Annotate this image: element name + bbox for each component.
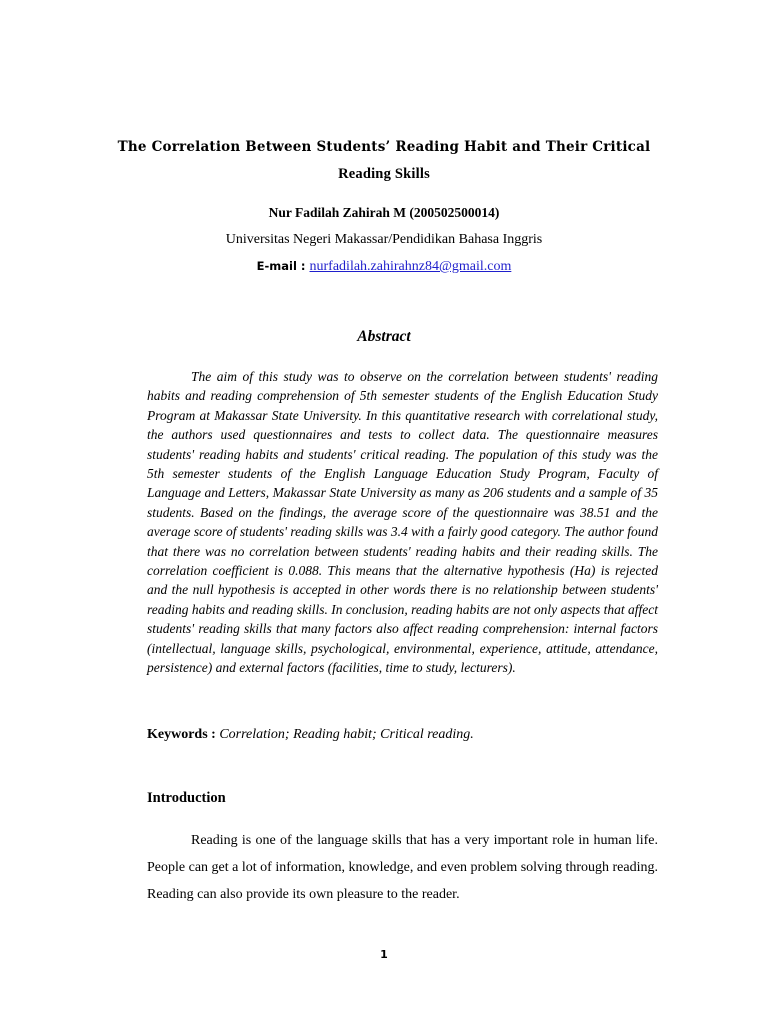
author-affiliation: Universitas Negeri Makassar/Pendidikan Bahasa Inggris (225, 232, 543, 247)
keywords-line (147, 727, 658, 743)
introduction-heading: Introduction (147, 790, 226, 806)
introduction-body: Reading is one of the language skills that has a very important role in human life. People can get a lot of information, knowledge, and even problem solving through reading. Reading can also provide its own pleasure to the reader. (147, 833, 658, 902)
author-email-line (0, 259, 768, 275)
paper-title-line-2: Reading Skills (338, 166, 430, 182)
author-name: Nur Fadilah Zahirah M (200502500014) (268, 205, 500, 220)
abstract-body: The aim of this study was to observe on the correlation between students' reading habits and reading comprehension of 5th semester students of the English Education Study Program at Makassar State University. In this quantitative research with correlational study, the authors used questionnaires and tests to collect data. The questionnaire measures students' reading habits and students' critical reading. The population of this study was the 5th semester students of the English Language Education Study Program, Faculty of Language and Letters, Makassar State University as many as 206 students and a sample of 35 students. Based on the findings, the average score of the questionnaire was 38.51 and the average score of students' reading skills was 3.4 with a fairly good category. The author found that there was no correlation between students' reading habits and their reading skills. The correlation coefficient is 0.088. This means that the alternative hypothesis (Ha) is rejected and the null hypothesis is accepted in other words there is no relationship between students' reading habits and reading skills. In conclusion, reading habits are not only aspects that affect students' reading skills that many factors also affect reading comprehension: internal factors (intellectual, language skills, psychological, environmental, experience, attitude, attendance, persistence) and external factors (facilities, time to study, lecturers). (147, 369, 658, 676)
page-number: 1 (380, 948, 388, 961)
email-link[interactable]: nurfadilah.zahirahnz84@gmail.com (309, 259, 512, 274)
paper-title-line-1: The Correlation Between Students’ Reading Habit and Their Critical (117, 139, 651, 155)
email-label: E-mail : (256, 259, 310, 273)
keywords-text: Correlation; Reading habit; Critical reading. (219, 727, 474, 742)
abstract-heading: Abstract (357, 328, 411, 345)
keywords-label: Keywords : (147, 727, 220, 742)
